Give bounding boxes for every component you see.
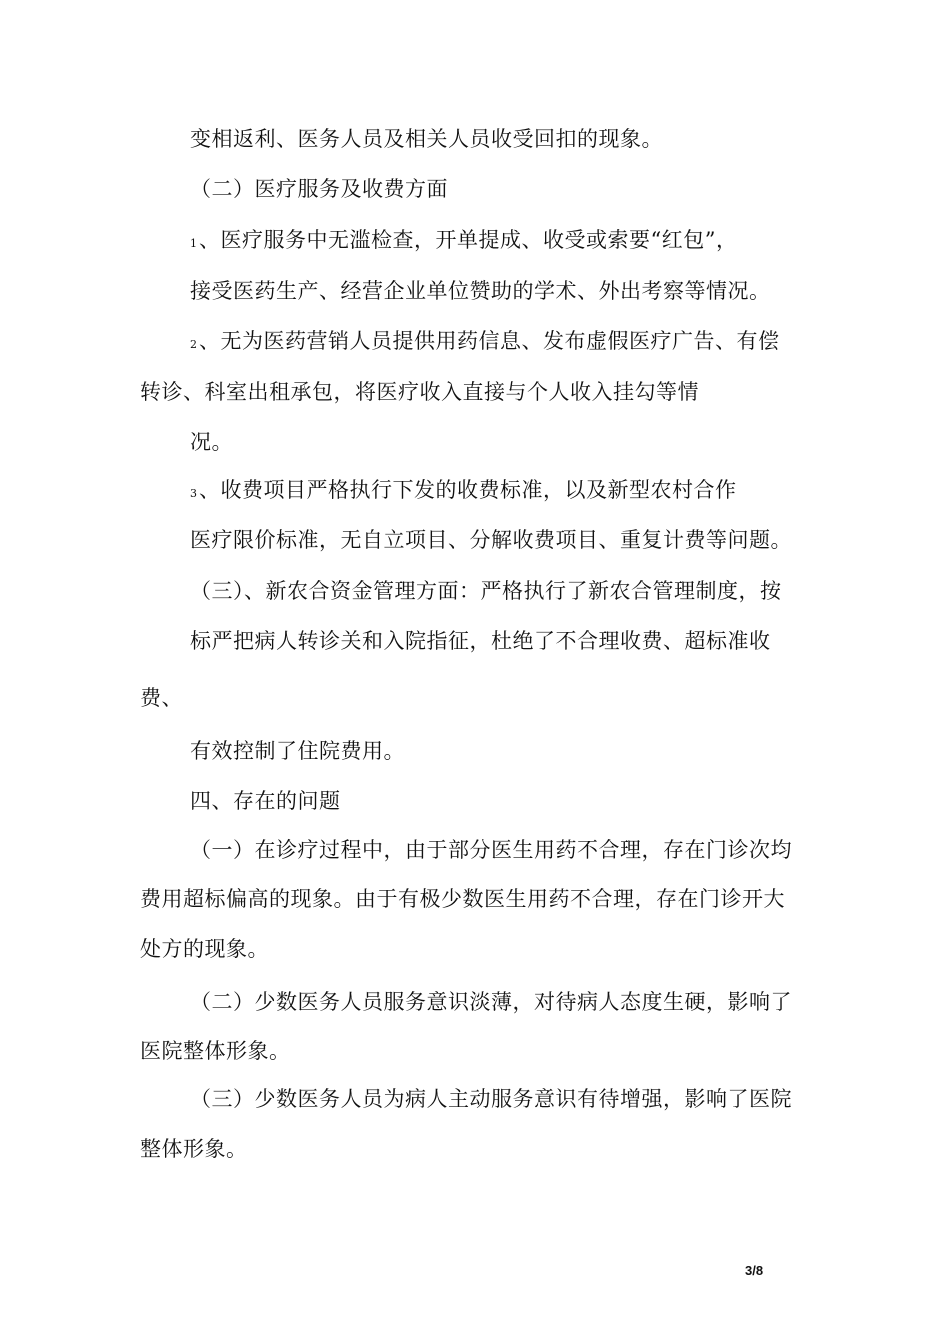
list-item-number: 2	[190, 338, 197, 351]
body-line: 整体形象。	[140, 1137, 248, 1161]
list-item-text: 、无为医药营销人员提供用药信息、发布虚假医疗广告、有偿	[199, 329, 780, 353]
section-heading: 四、存在的问题	[190, 789, 341, 813]
body-line: 标严把病人转诊关和入院指征，杜绝了不合理收费、超标准收	[190, 629, 771, 653]
list-item-text: 、收费项目严格执行下发的收费标准，以及新型农村合作	[199, 478, 737, 502]
body-line: （三）、新农合资金管理方面：严格执行了新农合管理制度，按	[190, 579, 782, 603]
page-number: 3/8	[745, 1263, 764, 1278]
body-line: 医疗限价标准，无自立项目、分解收费项目、重复计费等问题。	[190, 528, 792, 552]
list-item-number: 3	[190, 487, 197, 500]
body-line: 费、	[140, 686, 183, 710]
body-line: 医院整体形象。	[140, 1039, 291, 1063]
body-line: 费用超标偏高的现象。由于有极少数医生用药不合理，存在门诊开大	[140, 887, 785, 911]
body-line: 况。	[190, 430, 233, 454]
body-line: （三）少数医务人员为病人主动服务意识有待增强，影响了医院	[190, 1087, 792, 1111]
list-item-text: 、医疗服务中无滥检查，开单提成、收受或索要“红包”，	[199, 228, 738, 252]
body-line: （一）在诊疗过程中，由于部分医生用药不合理，存在门诊次均	[190, 838, 792, 862]
section-heading: （二）医疗服务及收费方面	[190, 177, 448, 201]
list-item-line	[190, 225, 737, 259]
body-line: 接受医药生产、经营企业单位赞助的学术、外出考察等情况。	[190, 279, 771, 303]
list-item-number: 1	[190, 237, 197, 250]
body-line: 变相返利、医务人员及相关人员收受回扣的现象。	[190, 127, 663, 151]
body-line: 处方的现象。	[140, 937, 269, 961]
body-line: （二）少数医务人员服务意识淡薄，对待病人态度生硬，影响了	[190, 990, 792, 1014]
list-item-line	[190, 326, 780, 360]
body-line: 有效控制了住院费用。	[190, 739, 405, 763]
body-line: 转诊、科室出租承包，将医疗收入直接与个人收入挂勾等情	[140, 380, 699, 404]
list-item-line	[190, 475, 737, 509]
